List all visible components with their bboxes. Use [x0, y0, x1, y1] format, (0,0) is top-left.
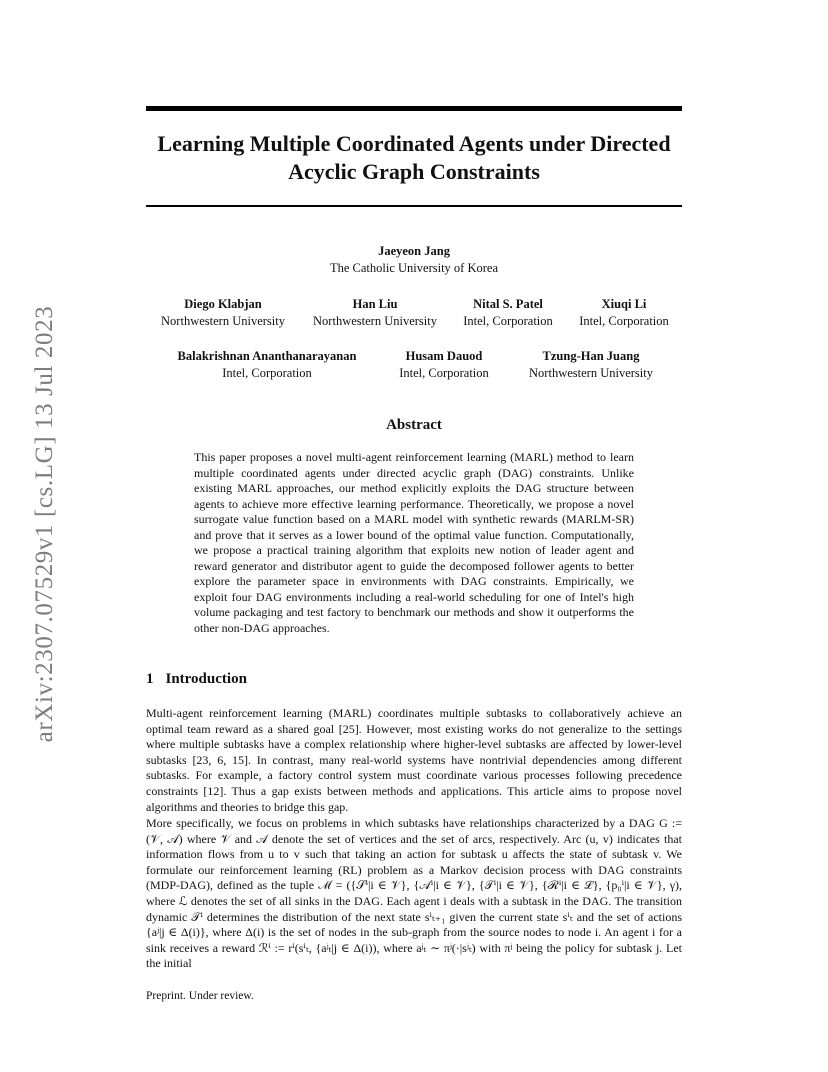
author-block — [450, 296, 566, 330]
author-name: Nital S. Patel — [473, 297, 543, 311]
author-block — [384, 348, 504, 382]
section-number: 1 — [146, 671, 154, 687]
author-affiliation: Northwestern University — [313, 314, 437, 328]
author-name: Han Liu — [352, 297, 398, 311]
author-name: Xiuqi Li — [601, 297, 647, 311]
paper-title-line-2: Acyclic Graph Constraints — [288, 159, 540, 184]
author-block — [566, 296, 682, 330]
body-paragraph: More specifically, we focus on problems in which subtasks have relationships characterized by a DAG G := (𝒱, 𝒜) where 𝒱 and 𝒜 denote the set of vertices and the set of arcs, respectively. Arc (u, v) indicates that information flows from u to v such that taking an action for subtask u affects the state of subtask v. We formulate our reinforcement learning (RL) problem as a Markov decision process with DAG constraints (MDP-DAG), defined as the tuple ℳ = ({𝒮ⁱ|i ∈ 𝒱}, {𝒜ⁱ|i ∈ 𝒱}, {𝒯ⁱ|i ∈ 𝒱}, {ℛⁱ|i ∈ ℒ}, {p₀ⁱ|i ∈ 𝒱}, γ), where ℒ denotes the set of all sinks in the DAG. Each agent i deals with a subtask in the DAG. The transition dynamic 𝒯ⁱ determines the distribution of the next state sⁱₜ₊₁ given the current state sⁱₜ and the set of actions {aʲ|j ∈ Δ(i)}, where Δ(i) is the set of nodes in the sub-graph from the source nodes to node i. An agent i for a sink receives a reward ℛⁱ := rⁱ(sⁱₜ, {aʲₜ|j ∈ Δ(i)), where aʲₜ ∼ πʲ(·|sʲₜ) with πʲ being the policy for subtask j. Let the initial — [146, 816, 682, 971]
author-name: Jaeyeon Jang — [378, 244, 450, 258]
body-paragraph: Multi-agent reinforcement learning (MARL) coordinates multiple subtasks to collaboratively achieve an optimal team reward as a shared goal [25]. However, most existing works do not generalize to the settings where multiple subtasks have a complex relationship where higher-level subtasks are affected by lower-level subtasks [23, 6, 15]. In contrast, many real-world systems have nontrivial dependencies among different subtasks. For example, a factory control system must coordinate various processes following precedence constraints [12]. Thus a gap exists between methods and applications. This article aims to propose novel algorithms and theories to bridge this gap. — [146, 706, 682, 814]
abstract-text: This paper proposes a novel multi-agent reinforcement learning (MARL) method to learn multiple coordinated agents under directed acyclic graph (DAG) constraints. Unlike existing MARL approaches, our method explicitly exploits the DAG structure between agents to achieve more effective learning performance. Theoretically, we propose a novel surrogate value function based on a MARL model with synthetic rewards (MARLM-SR) and prove that it serves as a lower bound of the optimal value function. Computationally, we propose a practical training algorithm that exploits new notion of leader agent and reward generator and distributor agent to guide the decomposed follower agents to better explore the parameter space in environments with DAG constraints. Empirically, we exploit four DAG environments including a real-world scheduling for one of Intel's high volume packaging and test factory to benchmark our methods and show it outperforms the other non-DAG approaches. — [194, 450, 634, 635]
author-name: Tzung-Han Juang — [542, 349, 640, 363]
section-title: Introduction — [165, 671, 247, 687]
abstract-heading: Abstract — [386, 417, 442, 433]
preprint-footer: Preprint. Under review. — [146, 990, 254, 1002]
author-affiliation: Intel, Corporation — [399, 366, 489, 380]
section-heading — [146, 671, 247, 688]
author-name: Diego Klabjan — [184, 297, 262, 311]
author-affiliation: Intel, Corporation — [222, 366, 312, 380]
title-bottom-rule — [146, 205, 682, 207]
paper-title — [146, 130, 682, 186]
paper-title-line-1: Learning Multiple Coordinated Agents under Directed — [157, 131, 671, 156]
author-block — [160, 348, 374, 382]
author-block — [264, 243, 564, 277]
author-affiliation: Northwestern University — [161, 314, 285, 328]
author-affiliation: Intel, Corporation — [579, 314, 669, 328]
author-block — [146, 296, 300, 330]
author-affiliation: Northwestern University — [529, 366, 653, 380]
author-block — [300, 296, 450, 330]
title-top-rule — [146, 106, 682, 111]
author-block — [516, 348, 666, 382]
author-name: Husam Dauod — [405, 349, 483, 363]
author-affiliation: Intel, Corporation — [463, 314, 553, 328]
author-affiliation: The Catholic University of Korea — [329, 261, 498, 275]
arxiv-identifier-text: arXiv:2307.07529v1 [cs.LG] 13 Jul 2023 — [31, 305, 58, 743]
author-name: Balakrishnan Ananthanarayanan — [177, 349, 357, 363]
